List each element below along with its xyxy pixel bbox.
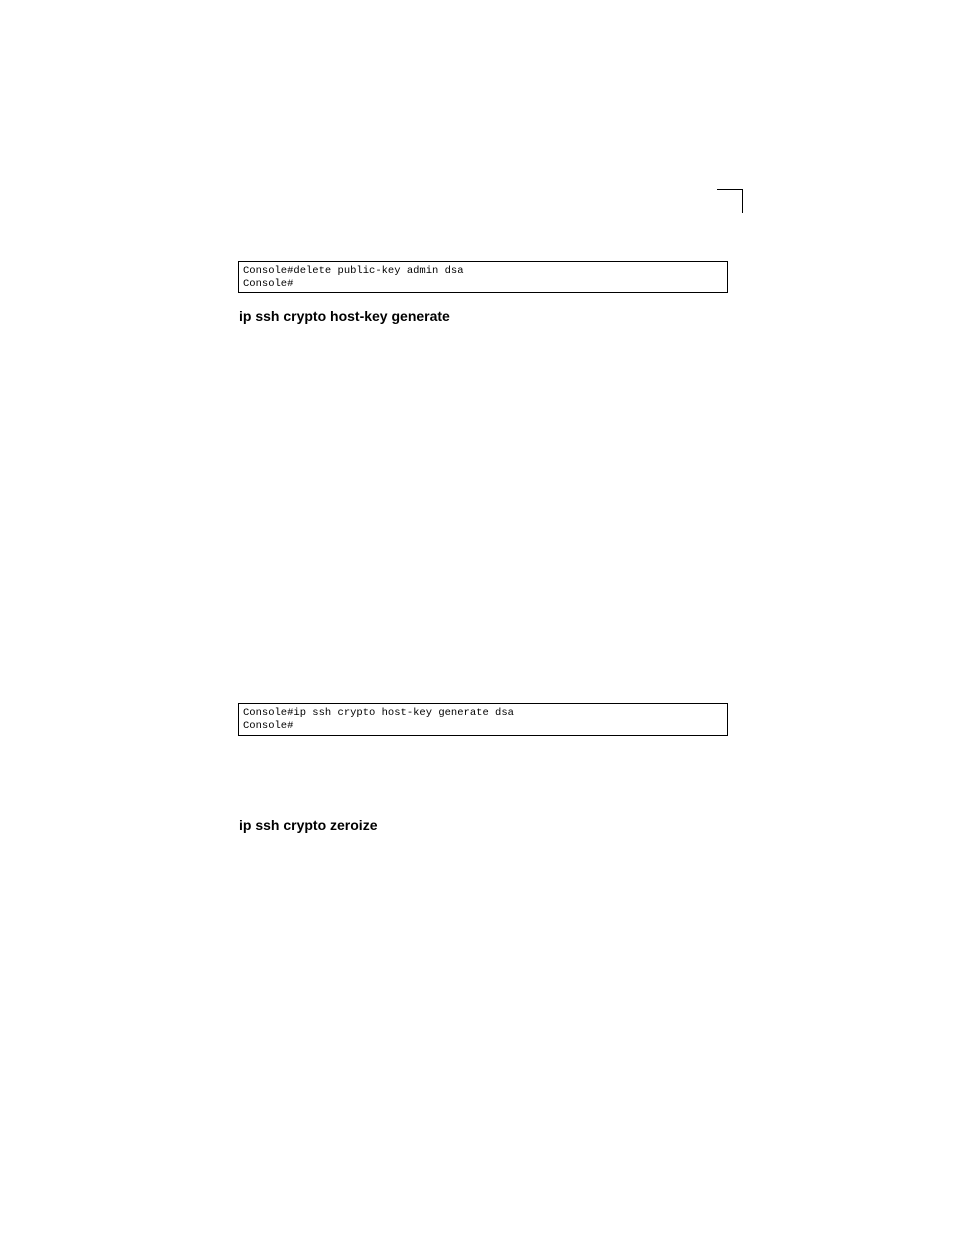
- code-line: Console#ip ssh crypto host-key generate dsa: [243, 707, 514, 719]
- code-line: Console#: [243, 277, 294, 290]
- page-corner-mark-vertical: [742, 189, 743, 213]
- section-heading: ip ssh crypto host-key generate: [239, 308, 450, 324]
- code-line: Console#delete public-key admin dsa: [243, 265, 464, 277]
- code-example-box: [238, 703, 728, 736]
- code-example-box: [238, 261, 728, 293]
- page-corner-mark-horizontal: [717, 189, 743, 190]
- section-heading: ip ssh crypto zeroize: [239, 817, 378, 833]
- code-line: Console#: [243, 719, 294, 732]
